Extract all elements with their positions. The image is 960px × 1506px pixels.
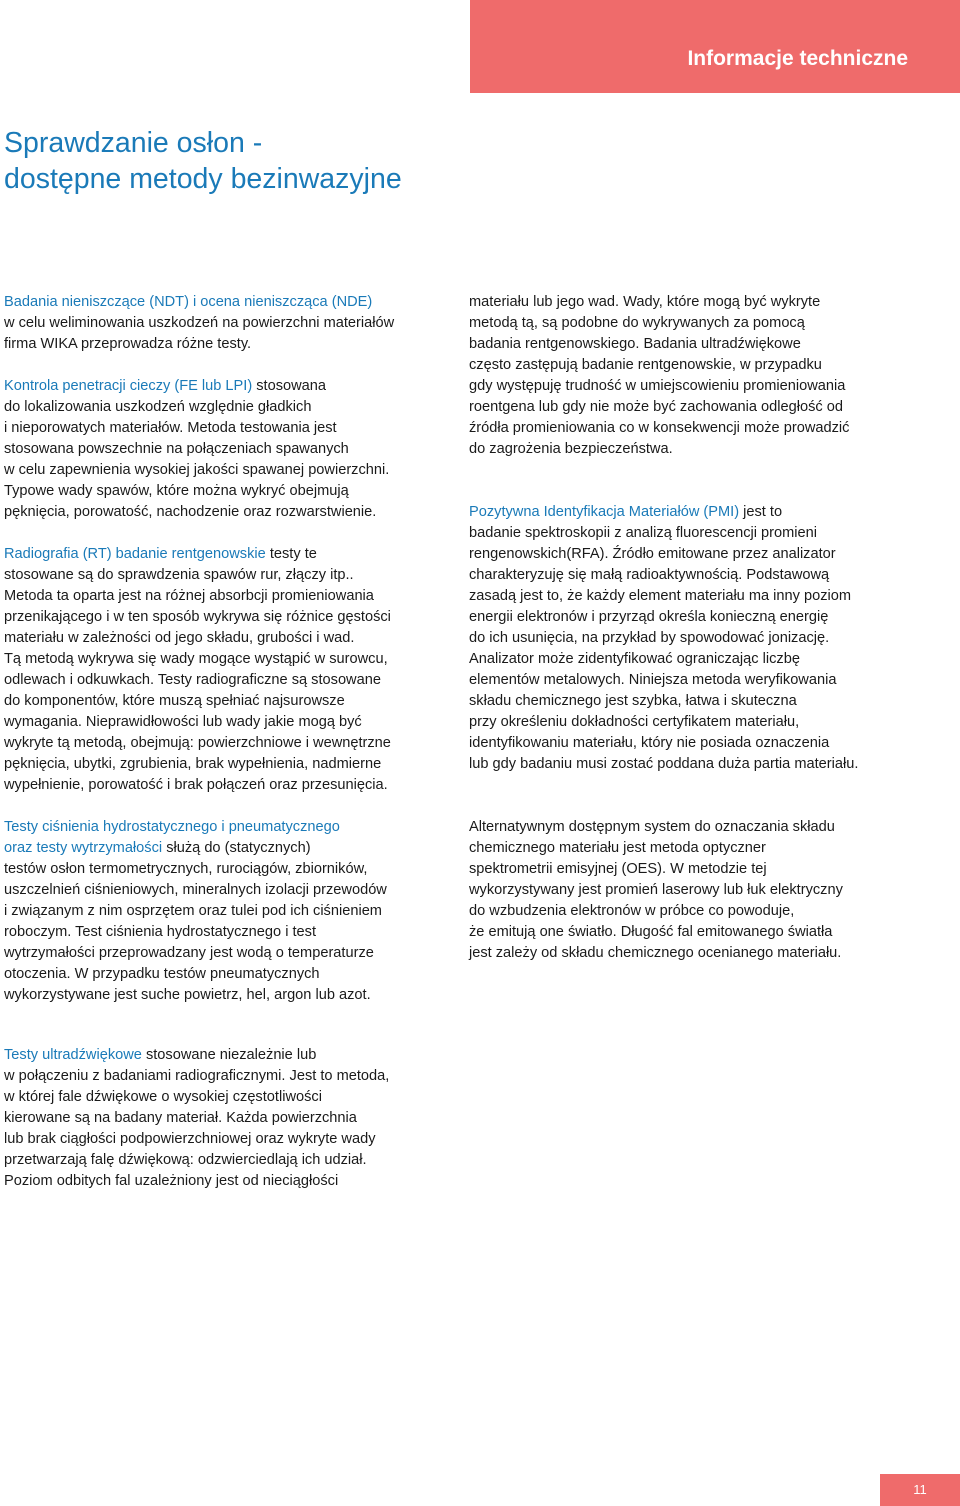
- text-line: [4, 544, 444, 565]
- text-line: [4, 733, 444, 754]
- body-text: Typowe wady spawów, które można wykryć obejmują: [4, 483, 349, 499]
- page-number: 11: [913, 1482, 927, 1497]
- text-line: [4, 313, 444, 334]
- body-text: stosowana powszechnie na połączeniach spawanych: [4, 441, 349, 457]
- text-line: [4, 628, 444, 649]
- text-line: [4, 1171, 444, 1192]
- body-text: i związanym z nim osprzętem oraz tulei pod ich ciśnieniem: [4, 903, 382, 919]
- body-text: materiału lub jego wad. Wady, które mogą być wykryte: [469, 294, 821, 310]
- text-line: [469, 418, 909, 439]
- text-line: [469, 544, 909, 565]
- text-line: [4, 481, 444, 502]
- text-line: [4, 439, 444, 460]
- text-line: [469, 670, 909, 691]
- text-line: [4, 775, 444, 796]
- body-text: do zagrożenia bezpieczeństwa.: [469, 441, 673, 457]
- body-text: w połączeniu z badaniami radiograficznymi. Jest to metoda,: [4, 1068, 390, 1084]
- body-text: uszczelnień ciśnieniowych, mineralnych izolacji przewodów: [4, 882, 387, 898]
- highlighted-term: oraz testy wytrzymałości: [4, 840, 163, 856]
- text-line: [4, 1129, 444, 1150]
- text-line: [469, 376, 909, 397]
- body-text: badanie spektroskopii z analizą fluorescencji promieni: [469, 525, 818, 541]
- body-text: przy określeniu dokładności certyfikatem materiału,: [469, 714, 800, 730]
- body-text: przetwarzają falę dźwiękową: odzwierciedlają ich udział.: [4, 1152, 367, 1168]
- text-line: [469, 880, 909, 901]
- body-text: Alternatywnym dostępnym system do oznaczania składu: [469, 819, 835, 835]
- body-text: wykorzystywane jest suche powietrz, hel, argon lub azot.: [4, 987, 371, 1003]
- highlighted-term: Testy ultradźwiękowe: [4, 1047, 142, 1063]
- paragraph: [469, 817, 909, 964]
- text-line: [469, 565, 909, 586]
- text-line: [4, 817, 444, 838]
- body-text: identyfikowaniu materiału, który nie posiada oznaczenia: [469, 735, 830, 751]
- body-text: służą do (statycznych): [162, 840, 311, 856]
- body-text: często zastępują badanie rentgenowskie, w przypadku: [469, 357, 822, 373]
- text-line: [469, 754, 909, 775]
- text-line: [469, 292, 909, 313]
- text-line: [469, 439, 909, 460]
- body-text: lub gdy badaniu musi zostać poddana duża partia materiału.: [469, 756, 859, 772]
- text-line: [4, 880, 444, 901]
- body-text: roentgena lub gdy nie może być zachowania odległość od: [469, 399, 844, 415]
- text-line: [4, 502, 444, 523]
- text-line: [469, 649, 909, 670]
- paragraph: [4, 544, 444, 796]
- body-text: pęknięcia, porowatość, nachodzenie oraz rozwarstwienie.: [4, 504, 377, 520]
- body-text: kierowane są na badany materiał. Każda powierzchnia: [4, 1110, 357, 1126]
- body-text: testów osłon termometrycznych, rurociągów, zbiorników,: [4, 861, 368, 877]
- body-text: wypełnienie, porowatość i brak połączeń oraz przesunięcia.: [4, 777, 388, 793]
- paragraph: [469, 292, 909, 460]
- body-text: do lokalizowania uszkodzeń względnie gładkich: [4, 399, 312, 415]
- text-line: [4, 397, 444, 418]
- text-line: [4, 376, 444, 397]
- body-text: zasadą jest to, że każdy element materiału ma inny poziom: [469, 588, 852, 604]
- text-line: [4, 712, 444, 733]
- header-bar: [470, 0, 960, 93]
- text-line: [4, 901, 444, 922]
- text-line: [4, 334, 444, 355]
- body-text: energii elektronów i przyrząd określa konieczną energię: [469, 609, 829, 625]
- text-line: [469, 922, 909, 943]
- text-line: [469, 859, 909, 880]
- body-text: stosowane niezależnie lub: [141, 1047, 317, 1063]
- text-line: [469, 355, 909, 376]
- text-line: [4, 943, 444, 964]
- text-line: [4, 565, 444, 586]
- body-text: w celu weliminowania uszkodzeń na powierzchni materiałów: [4, 315, 395, 331]
- page-title-line-2: dostępne metody bezinwazyjne: [4, 163, 402, 195]
- body-text: Poziom odbitych fal uzależniony jest od nieciągłości: [4, 1173, 339, 1189]
- text-line: [4, 1066, 444, 1087]
- body-text: otoczenia. W przypadku testów pneumatycznych: [4, 966, 320, 982]
- paragraph: [4, 1045, 444, 1192]
- text-line: [4, 964, 444, 985]
- body-text: w celu zapewnienia wysokiej jakości spawanej powierzchni.: [4, 462, 390, 478]
- text-line: [4, 586, 444, 607]
- body-text: wykorzystywany jest promień laserowy lub łuk elektryczny: [469, 882, 843, 898]
- body-text: źródła promieniowania co w konsekwencji może prowadzić: [469, 420, 850, 436]
- right-column: [469, 292, 909, 964]
- body-text: rengenowskich(RFA). Źródło emitowane przez analizator: [469, 546, 836, 562]
- body-text: chemicznego materiału jest metoda optyczner: [469, 840, 766, 856]
- text-line: [4, 292, 444, 313]
- text-line: [4, 1150, 444, 1171]
- body-text: Analizator może zidentyfikować ograniczając liczbę: [469, 651, 800, 667]
- highlighted-term: Kontrola penetracji cieczy (FE lub LPI): [4, 378, 253, 394]
- text-line: [469, 712, 909, 733]
- text-line: [469, 397, 909, 418]
- text-line: [4, 607, 444, 628]
- body-text: spektrometrii emisyjnej (OES). W metodzie tej: [469, 861, 767, 877]
- body-text: charakteryzuję się małą radioaktywnością. Podstawową: [469, 567, 830, 583]
- paragraph: [4, 817, 444, 1006]
- body-text: materiału w zależności od jego składu, grubości i wad.: [4, 630, 355, 646]
- page-title-line-1: Sprawdzanie osłon -: [4, 127, 263, 159]
- text-line: [469, 817, 909, 838]
- text-line: [4, 1108, 444, 1129]
- body-text: Tą metodą wykrywa się wady mogące wystąpić w surowcu,: [4, 651, 388, 667]
- body-text: lub brak ciągłości podpowierzchniowej oraz wykryte wady: [4, 1131, 376, 1147]
- body-text: elementów metalowych. Niniejsza metoda weryfikowania: [469, 672, 837, 688]
- body-text: odlewach i odkuwkach. Testy radiograficzne są stosowane: [4, 672, 381, 688]
- paragraph: [4, 376, 444, 523]
- body-text: wytrzymałości przeprowadzany jest wodą o temperaturze: [4, 945, 374, 961]
- body-text: jest zależy od składu chemicznego ocenianego materiału.: [469, 945, 842, 961]
- body-text: stosowane są do sprawdzenia spawów rur, złączy itp..: [4, 567, 354, 583]
- text-line: [469, 691, 909, 712]
- text-line: [469, 313, 909, 334]
- text-line: [4, 985, 444, 1006]
- text-line: [469, 523, 909, 544]
- body-text: do ich usunięcia, na przykład by spowodować jonizację.: [469, 630, 830, 646]
- paragraph: [4, 292, 444, 355]
- text-line: [4, 859, 444, 880]
- paragraph: [469, 502, 909, 775]
- text-line: [469, 607, 909, 628]
- text-line: [4, 418, 444, 439]
- header-title: Informacje techniczne: [687, 47, 908, 70]
- body-text: metodą tą, są podobne do wykrywanych za pomocą: [469, 315, 805, 331]
- body-text: pęknięcia, ubytki, zgrubienia, brak wypełnienia, nadmierne: [4, 756, 382, 772]
- text-line: [469, 586, 909, 607]
- text-line: [469, 943, 909, 964]
- body-text: i nieporowatych materiałów. Metoda testowania jest: [4, 420, 337, 436]
- body-text: stosowana: [252, 378, 327, 394]
- body-text: wymagania. Nieprawidłowości lub wady jakie mogą być: [4, 714, 362, 730]
- left-column: [4, 292, 444, 1192]
- highlighted-term: Testy ciśnienia hydrostatycznego i pneumatycznego: [4, 819, 340, 835]
- text-line: [4, 649, 444, 670]
- text-line: [4, 670, 444, 691]
- text-line: [469, 334, 909, 355]
- highlighted-term: Pozytywna Identyfikacja Materiałów (PMI): [469, 504, 740, 520]
- body-text: jest to: [739, 504, 783, 520]
- body-text: do komponentów, które muszą spełniać najsurowsze: [4, 693, 345, 709]
- body-text: Metoda ta oparta jest na różnej absorbcji promieniowania: [4, 588, 374, 604]
- body-text: testy te: [265, 546, 317, 562]
- body-text: w której fale dźwiękowe o wysokiej częstotliwości: [4, 1089, 322, 1105]
- body-text: firma WIKA przeprowadza różne testy.: [4, 336, 252, 352]
- text-line: [4, 754, 444, 775]
- body-text: wykryte tą metodą, obejmują: powierzchniowe i wewnętrzne: [4, 735, 391, 751]
- text-line: [469, 901, 909, 922]
- highlighted-term: Radiografia (RT) badanie rentgenowskie: [4, 546, 266, 562]
- body-text: składu chemicznego jest szybka, łatwa i skuteczna: [469, 693, 797, 709]
- text-line: [4, 1087, 444, 1108]
- body-text: gdy występuję trudność w umiejscowieniu promieniowania: [469, 378, 846, 394]
- text-line: [4, 922, 444, 943]
- text-line: [469, 838, 909, 859]
- text-line: [469, 502, 909, 523]
- highlighted-term: Badania nieniszczące (NDT) i ocena nieniszcząca (NDE): [4, 294, 373, 310]
- text-line: [4, 1045, 444, 1066]
- text-line: [4, 838, 444, 859]
- body-text: że emitują one światło. Długość fal emitowanego światła: [469, 924, 833, 940]
- text-line: [469, 733, 909, 754]
- page-title: [4, 125, 402, 197]
- body-text: do wzbudzenia elektronów w próbce co powoduje,: [469, 903, 795, 919]
- text-line: [4, 460, 444, 481]
- body-text: roboczym. Test ciśnienia hydrostatycznego i test: [4, 924, 317, 940]
- body-text: przenikającego i w ten sposób wykrywa się różnice gęstości: [4, 609, 391, 625]
- text-line: [4, 691, 444, 712]
- page-number-badge: [880, 1474, 960, 1506]
- body-text: badania rentgenowskiego. Badania ultradźwiękowe: [469, 336, 801, 352]
- text-line: [469, 628, 909, 649]
